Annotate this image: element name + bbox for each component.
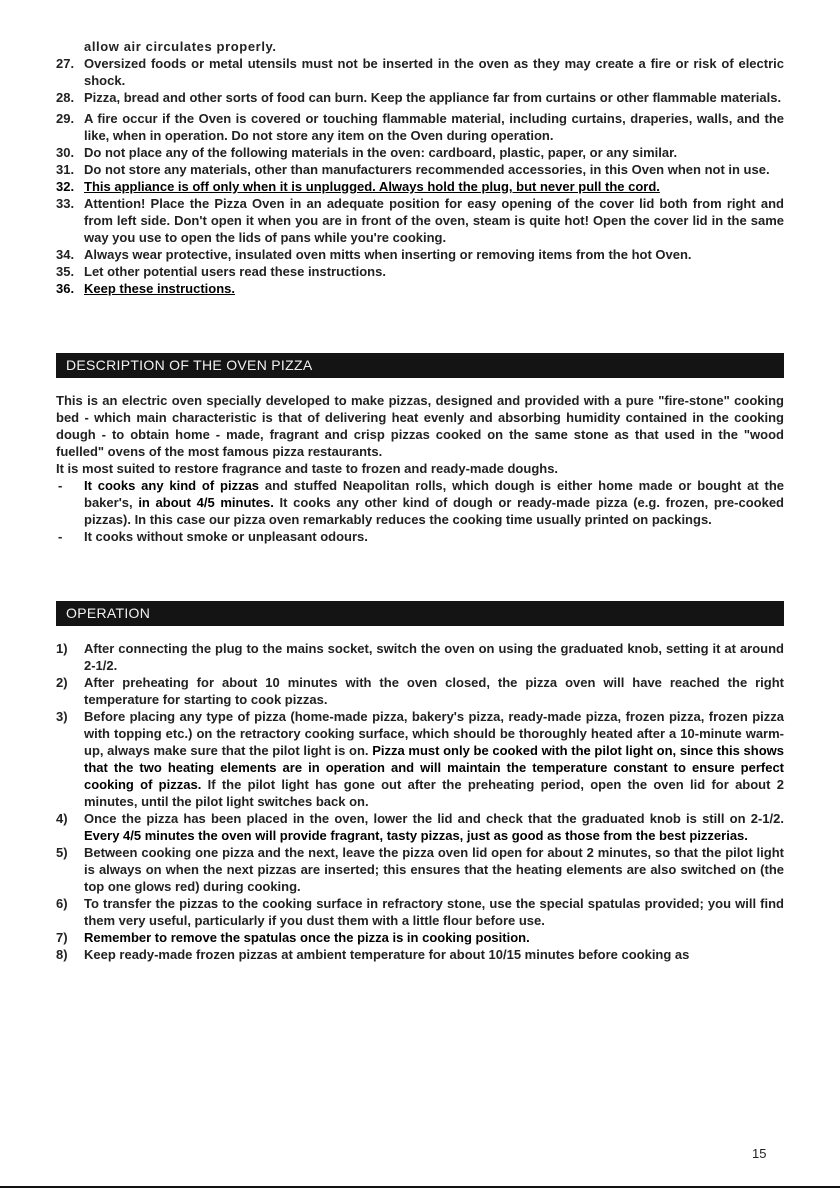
step-number: 6) xyxy=(56,896,68,911)
operation-step-1 xyxy=(56,640,784,674)
bullet-text-1: It cooks without smoke or unpleasant odours. xyxy=(84,529,368,544)
bullet-mark: - xyxy=(58,478,63,493)
bullet-strong-2: in about 4/5 minutes. xyxy=(138,495,274,510)
item-number: 31. xyxy=(56,162,75,177)
item-number: 34. xyxy=(56,247,75,262)
bullet-strong-1: It cooks any kind of pizzas xyxy=(84,478,260,493)
item-number: 35. xyxy=(56,264,75,279)
safety-item-33 xyxy=(56,195,784,246)
step-text: Before placing any type of pizza (home-made pizza, bakery's pizza, ready-made pizza, frozen pizza, frozen pizza with topping etc.) on the retractory cooking surface, which should be thoroughly heated after a 10-minute warm-up, always make sure that the pilot light is on. xyxy=(84,709,784,758)
item-number: 29. xyxy=(56,111,75,126)
page-content xyxy=(56,38,784,963)
step-strong: Remember to remove the spatulas once the pizza is in cooking position. xyxy=(84,930,530,945)
safety-item-31 xyxy=(56,161,784,178)
operation-step-3 xyxy=(56,708,784,810)
safety-item-30 xyxy=(56,144,784,161)
item-number: 32. xyxy=(56,179,75,194)
item-text: Pizza, bread and other sorts of food can burn. Keep the appliance far from curtains or other flammable materials. xyxy=(84,90,782,105)
item-text: Attention! Place the Pizza Oven in an adequate position for easy opening of the cover lid both from right and from left side. Don't open it when you are in front of the oven, steam is quite hot! Open the cover lid in the same way you use to open the lids of pans while you're cooking. xyxy=(84,196,784,245)
safety-item-32 xyxy=(56,178,784,195)
item-number: 36. xyxy=(56,281,75,296)
item-text: Always wear protective, insulated oven mitts when inserting or removing items from the hot Oven. xyxy=(84,247,692,262)
step-text: Keep ready-made frozen pizzas at ambient temperature for about 10/15 minutes before cooking as xyxy=(84,947,690,962)
description-bullet-2 xyxy=(56,528,784,545)
step-strong: Pizza must only be cooked with the pilot light on, since this shows that the two heating elements are in operation and will maintain the temperature constant to ensure perfect cooking of pizzas. xyxy=(84,743,784,792)
page-number: 15 xyxy=(752,1146,767,1161)
operation-step-4 xyxy=(56,810,784,844)
operation-step-6 xyxy=(56,895,784,929)
item-text: Keep these instructions. xyxy=(84,281,235,296)
description-paragraph-1: This is an electric oven specially developed to make pizzas, designed and provided with a pure "fire-stone" cooking bed - which main characteristic is that of delivering heat evenly and absorbing humidity contained in the cooking dough - to obtain home - made, fragrant and crisp pizzas cooked on the same stone as that used in the "wood fuelled" ovens of the most famous pizza restaurants. xyxy=(56,393,784,459)
description-heading: DESCRIPTION OF THE OVEN PIZZA xyxy=(56,353,784,378)
item-number: 30. xyxy=(56,145,75,160)
step-strong: Every 4/5 minutes the oven will provide fragrant, tasty pizzas, just as good as those from the best pizzerias. xyxy=(84,828,748,843)
safety-item-35 xyxy=(56,263,784,280)
item-text: Do not place any of the following materials in the oven: cardboard, plastic, paper, or any similar. xyxy=(84,145,678,160)
step-text: Between cooking one pizza and the next, leave the pizza oven lid open for about 2 minutes, so that the pilot light is always on when the next pizzas are inserted; this ensures that the heating elements are also switched on (the top one glows red) during cooking. xyxy=(84,845,784,894)
item-number: 27. xyxy=(56,56,75,71)
operation-step-5 xyxy=(56,844,784,895)
bullet-mark: - xyxy=(58,529,63,544)
item-number: 28. xyxy=(56,90,75,105)
step-number: 5) xyxy=(56,845,68,860)
step-text: After connecting the plug to the mains socket, switch the oven on using the graduated knob, setting it at around 2-1/2. xyxy=(84,641,784,673)
step-number: 2) xyxy=(56,675,68,690)
operation-heading: OPERATION xyxy=(56,601,784,626)
bullet-text-1: and stuffed Neapolitan rolls, which dough is either home made or bought at the baker's, xyxy=(84,478,784,510)
step-number: 4) xyxy=(56,811,68,826)
item-text: Oversized foods or metal utensils must not be inserted in the oven as they may create a fire or risk of electric shock. xyxy=(84,56,784,88)
operation-step-7 xyxy=(56,929,784,946)
operation-step-8 xyxy=(56,946,784,963)
bottom-rule xyxy=(0,1186,840,1188)
item-number: 33. xyxy=(56,196,75,211)
step-text: Once the pizza has been placed in the oven, lower the lid and check that the graduated knob is still on 2-1/2. xyxy=(84,811,784,826)
safety-item-29 xyxy=(56,110,784,144)
step-text: After preheating for about 10 minutes with the oven closed, the pizza oven will have reached the right temperature for starting to cook pizzas. xyxy=(84,675,784,707)
description-bullet-1 xyxy=(56,477,784,528)
bullet-text-2: It cooks any other kind of dough or ready-made pizza (e.g. frozen, pre-cooked pizzas). In this case our pizza oven remarkably reduces the cooking time usually printed on packings. xyxy=(84,495,784,527)
step-number: 1) xyxy=(56,641,68,656)
step-number: 3) xyxy=(56,709,68,724)
operation-step-2 xyxy=(56,674,784,708)
step-number: 8) xyxy=(56,947,68,962)
safety-item-27 xyxy=(56,55,784,89)
safety-item-28 xyxy=(56,89,784,106)
step-text: To transfer the pizzas to the cooking surface in refractory stone, use the special spatulas provided; you will find them very useful, particularly if you dust them with a little flour before use. xyxy=(84,896,784,928)
step-tail: If the pilot light has gone out after the preheating period, open the oven lid for about 2 minutes, until the pilot light switches back on. xyxy=(84,777,784,809)
item-text: Let other potential users read these instructions. xyxy=(84,264,386,279)
safety-lead-in: allow air circulates properly. xyxy=(84,39,277,54)
step-number: 7) xyxy=(56,930,68,945)
item-text: This appliance is off only when it is unplugged. Always hold the plug, but never pull the cord. xyxy=(84,179,660,194)
item-text: A fire occur if the Oven is covered or touching flammable material, including curtains, draperies, walls, and the like, when in operation. Do not store any item on the Oven during operation. xyxy=(84,111,784,143)
safety-item-36 xyxy=(56,280,784,297)
description-paragraph-2: It is most suited to restore fragrance and taste to frozen and ready-made doughs. xyxy=(56,461,559,476)
safety-item-34 xyxy=(56,246,784,263)
item-text: Do not store any materials, other than manufacturers recommended accessories, in this Oven when not in use. xyxy=(84,162,770,177)
